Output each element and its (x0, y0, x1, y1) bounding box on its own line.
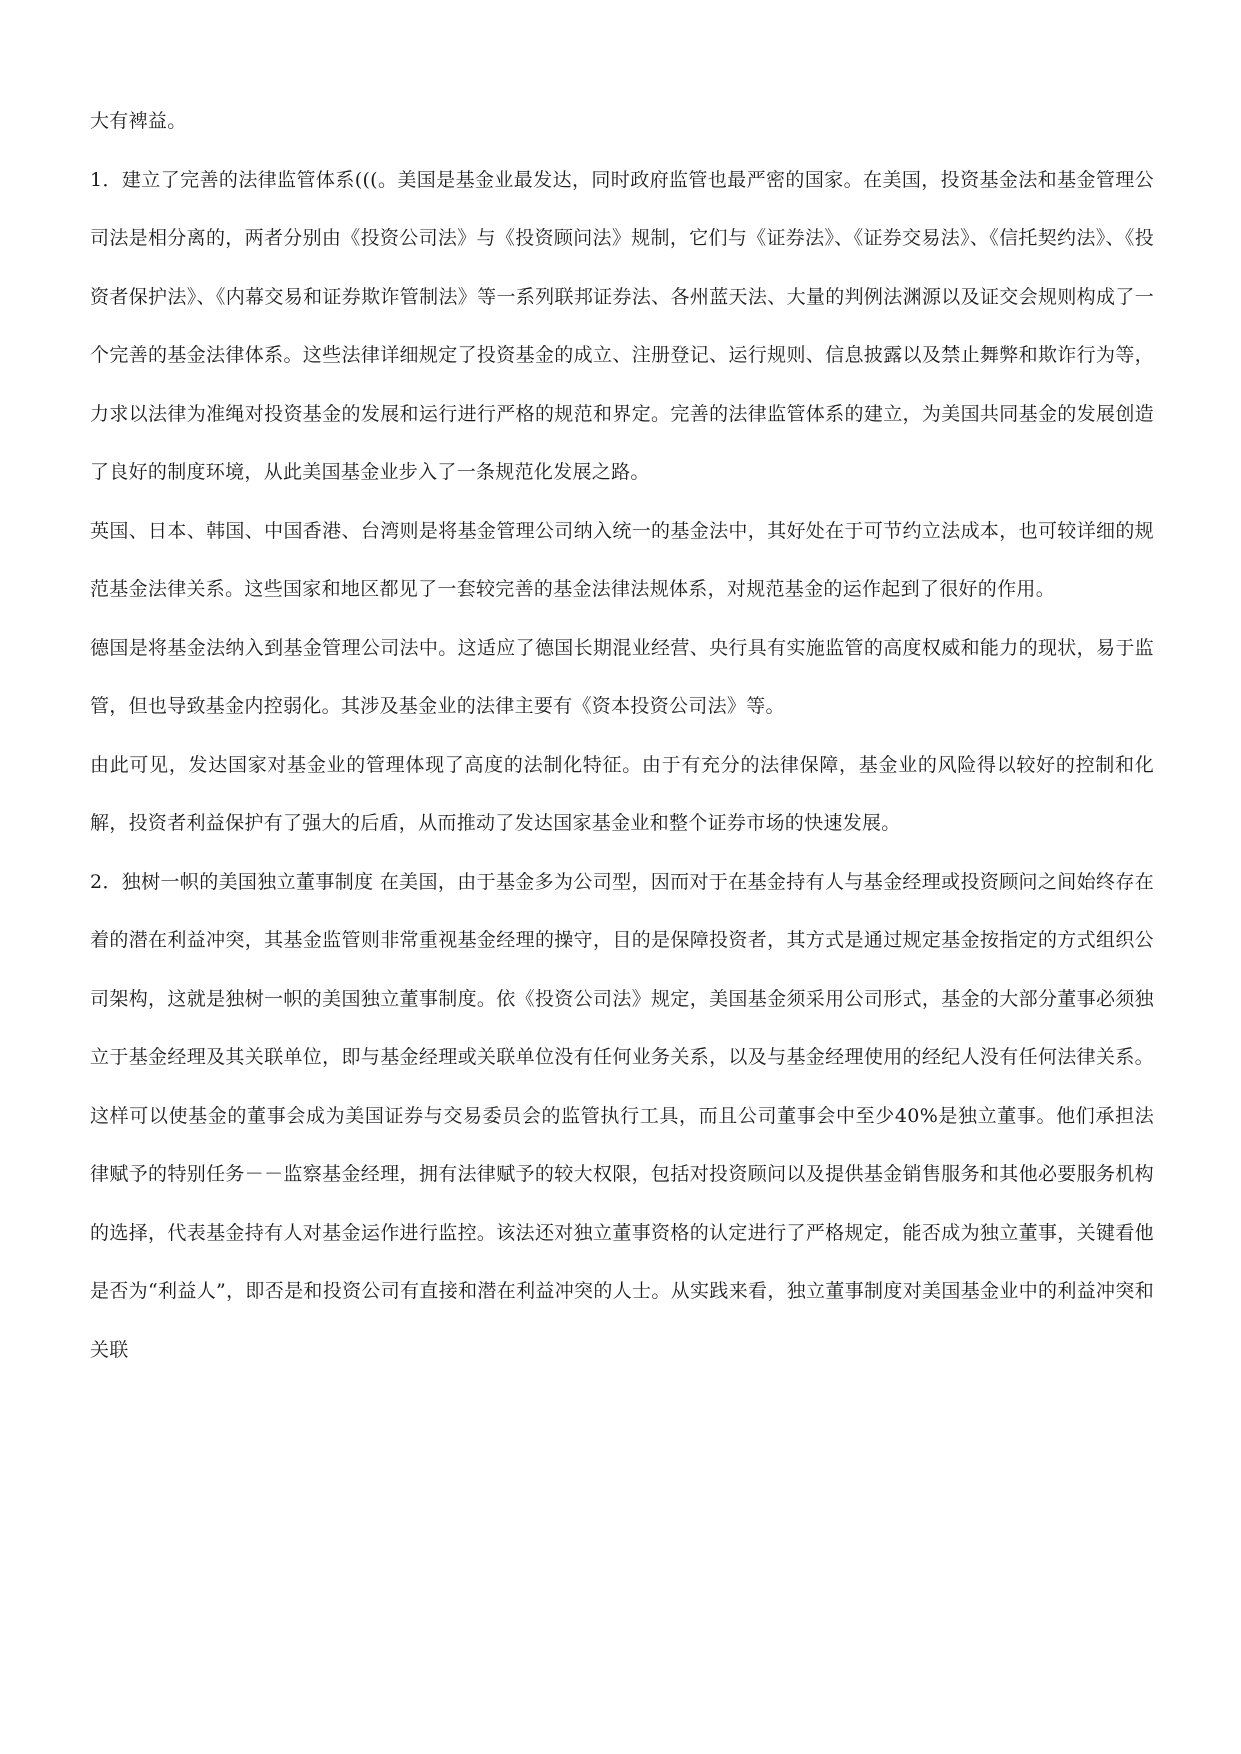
document-page (90, 92, 1154, 1379)
paragraph-independent-directors: 2．独树一帜的美国独立董事制度 在美国，由于基金多为公司型，因而对于在基金持有人与基金经理或投资顾问之间始终存在着的潜在利益冲突，其基金监管则非常重视基金经理的操守，目的是保障投资者，其方式是通过规定基金按指定的方式组织公司架构，这就是独树一帜的美国独立董事制度。依《投资公司法》规定，美国基金须采用公司形式，基金的大部分董事必须独立于基金经理及其关联单位，即与基金经理或关联单位没有任何业务关系，以及与基金经理使用的经纪人没有任何法律关系。这样可以使基金的董事会成为美国证券与交易委员会的监管执行工具，而且公司董事会中至少40%是独立董事。他们承担法律赋予的特别任务－－监察基金经理，拥有法律赋予的较大权限，包括对投资顾问以及提供基金销售服务和其他必要服务机构的选择，代表基金持有人对基金运作进行监控。该法还对独立董事资格的认定进行了严格规定，能否成为独立董事，关键看他是否为“利益人”，即否是和投资公司有直接和潜在利益冲突的人士。从实践来看，独立董事制度对美国基金业中的利益冲突和关联 (90, 870, 1154, 1361)
paragraph-unified-fund-law: 英国、日本、韩国、中国香港、台湾则是将基金管理公司纳入统一的基金法中，其好处在于可节约立法成本，也可较详细的规范基金法律关系。这些国家和地区都见了一套较完善的基金法律法规体系，对规范基金的运作起到了很好的作用。 (90, 519, 1154, 600)
paragraph-conclusion: 由此可见，发达国家对基金业的管理体现了高度的法制化特征。由于有充分的法律保障，基金业的风险得以较好的控制和化解，投资者利益保护有了强大的后盾，从而推动了发达国家基金业和整个证券市场的快速发展。 (90, 753, 1154, 834)
paragraph-us-legal-system: 1．建立了完善的法律监管体系(((。美国是基金业最发达，同时政府监管也最严密的国家。在美国，投资基金法和基金管理公司法是相分离的，两者分别由《投资公司法》与《投资顾问法》规制，它们与《证券法》、《证券交易法》、《信托契约法》、《投资者保护法》、《内幕交易和证券欺诈管制法》等一系列联邦证券法、各州蓝天法、大量的判例法渊源以及证交会规则构成了一个完善的基金法律体系。这些法律详细规定了投资基金的成立、注册登记、运行规则、信息披露以及禁止舞弊和欺诈行为等，力求以法律为准绳对投资基金的发展和运行进行严格的规范和界定。完善的法律监管体系的建立，为美国共同基金的发展创造了良好的制度环境，从此美国基金业步入了一条规范化发展之路。 (90, 168, 1154, 483)
paragraph-germany: 德国是将基金法纳入到基金管理公司法中。这适应了德国长期混业经营、央行具有实施监管的高度权威和能力的现状，易于监管，但也导致基金内控弱化。其涉及基金业的法律主要有《资本投资公司法》等。 (90, 636, 1154, 717)
paragraph-intro-fragment: 大有裨益。 (90, 110, 187, 132)
